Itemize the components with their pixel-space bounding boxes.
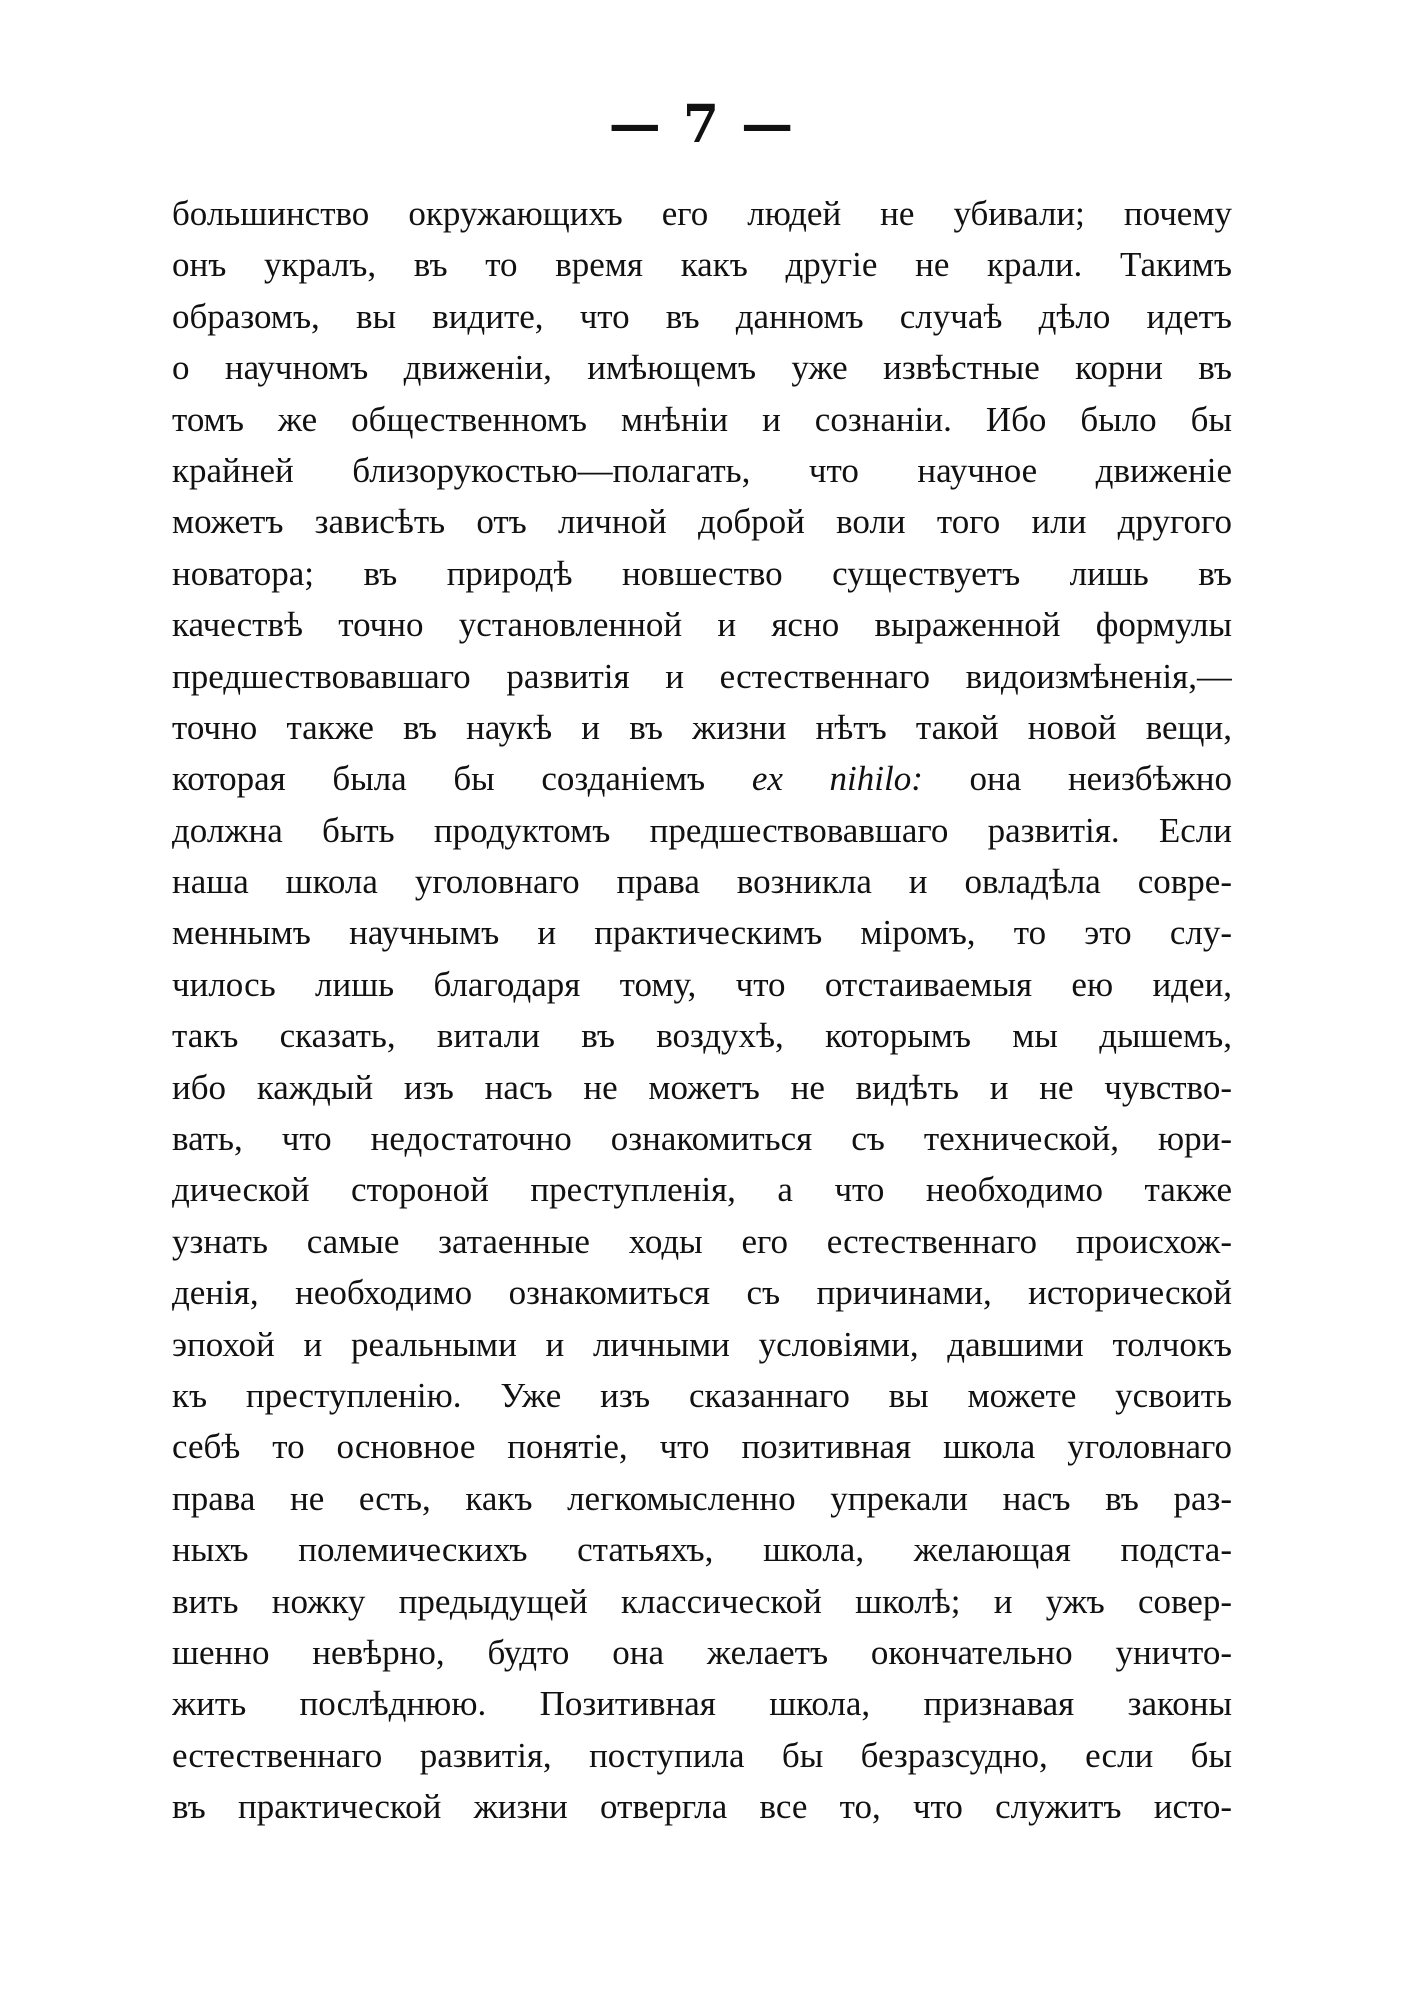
text-line: меннымъ научнымъ и практическимъ міромъ, то это слу- bbox=[172, 913, 1232, 953]
body-text bbox=[172, 188, 1232, 1833]
text-line: наша школа уголовнаго права возникла и овладѣла совре- bbox=[172, 862, 1232, 902]
text-segment: она неизбѣжно bbox=[922, 759, 1232, 799]
text-line: образомъ, вы видите, что въ данномъ случаѣ дѣло идетъ bbox=[172, 296, 1232, 336]
latin-phrase: ex nihilo: bbox=[751, 759, 923, 799]
text-line: себѣ то основное понятіе, что позитивная школа уголовнаго bbox=[172, 1427, 1232, 1467]
text-line: новатора; въ природѣ новшество существуетъ лишь въ bbox=[172, 553, 1232, 593]
page-number: — 7 — bbox=[608, 94, 796, 155]
text-line: должна быть продуктомъ предшествовавшаго развитія. Если bbox=[172, 810, 1232, 850]
text-line: о научномъ движеніи, имѣющемъ уже извѣстные корни въ bbox=[172, 348, 1232, 388]
text-line: шенно невѣрно, будто она желаетъ окончательно уничто- bbox=[172, 1632, 1232, 1672]
text-line: вать, что недостаточно ознакомиться съ технической, юри- bbox=[172, 1119, 1232, 1159]
text-line: точно также въ наукѣ и въ жизни нѣтъ такой новой вещи, bbox=[172, 707, 1232, 747]
text-line: жить послѣднюю. Позитивная школа, признавая законы bbox=[172, 1684, 1232, 1724]
text-line: къ преступленію. Уже изъ сказаннаго вы можете усвоить bbox=[172, 1375, 1232, 1415]
text-line: права не есть, какъ легкомысленно упрекали насъ въ раз- bbox=[172, 1478, 1232, 1518]
text-segment: которая была бы созданіемъ bbox=[172, 759, 752, 799]
text-line: чилось лишь благодаря тому, что отстаиваемыя ею идеи, bbox=[172, 964, 1232, 1004]
text-line: дической стороной преступленія, а что необходимо также bbox=[172, 1170, 1232, 1210]
text-line: такъ сказать, витали въ воздухѣ, которымъ мы дышемъ, bbox=[172, 1016, 1232, 1056]
text-line: естественнаго развитія, поступила бы безразсудно, если бы bbox=[172, 1735, 1232, 1775]
text-line: вить ножку предыдущей классической школѣ; и ужъ совер- bbox=[172, 1581, 1232, 1621]
text-line: предшествовавшаго развитія и естественнаго видоизмѣненія,— bbox=[172, 656, 1232, 696]
text-line: въ практической жизни отвергла все то, что служитъ исто- bbox=[172, 1787, 1232, 1827]
text-line: ибо каждый изъ насъ не можетъ не видѣть и не чувство- bbox=[172, 1067, 1232, 1107]
text-line: онъ укралъ, въ то время какъ другіе не крали. Такимъ bbox=[172, 245, 1232, 285]
text-line: ныхъ полемическихъ статьяхъ, школа, желающая подста- bbox=[172, 1530, 1232, 1570]
text-line: крайней близорукостью—полагать, что научное движеніе bbox=[172, 450, 1232, 490]
text-line: узнать самые затаенные ходы его естественнаго происхож- bbox=[172, 1221, 1232, 1261]
text-line: большинство окружающихъ его людей не убивали; почему bbox=[172, 194, 1232, 233]
text-line: качествѣ точно установленной и ясно выраженной формулы bbox=[172, 605, 1232, 645]
text-line: можетъ зависѣть отъ личной доброй воли того или другого bbox=[172, 502, 1232, 542]
text-line: денія, необходимо ознакомиться съ причинами, исторической bbox=[172, 1273, 1232, 1313]
text-line-with-italic bbox=[172, 753, 1232, 804]
text-line: томъ же общественномъ мнѣніи и сознаніи. Ибо было бы bbox=[172, 399, 1232, 439]
text-line: эпохой и реальными и личными условіями, давшими толчокъ bbox=[172, 1324, 1232, 1364]
